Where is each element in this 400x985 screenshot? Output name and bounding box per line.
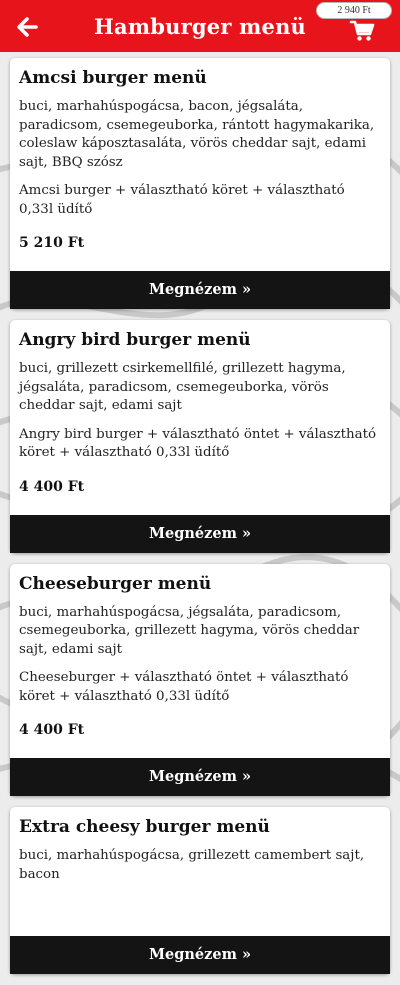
- menu-card: [10, 564, 390, 797]
- view-button[interactable]: Megnézem »: [10, 515, 390, 553]
- menu-item-price: 5 210 Ft: [19, 235, 85, 251]
- page-title: Hamburger menü: [93, 13, 307, 39]
- menu-item-description: Amcsi burger + választható köret + választható 0,33l üdítő: [19, 183, 345, 217]
- menu-list: [0, 52, 400, 985]
- menu-card: [10, 58, 390, 309]
- menu-item-title: Extra cheesy burger menü: [19, 817, 270, 837]
- view-button[interactable]: Megnézem »: [10, 758, 390, 796]
- cart-button[interactable]: [306, 2, 392, 48]
- back-button[interactable]: [14, 14, 40, 40]
- menu-item-description: Cheeseburger + választható öntet + választható köret + választható 0,33l üdítő: [19, 670, 349, 704]
- menu-card: [10, 807, 390, 974]
- menu-item-price: 4 400 Ft: [19, 478, 85, 495]
- menu-item-title: Cheeseburger menü: [19, 573, 212, 594]
- arrow-left-icon: [16, 16, 38, 38]
- menu-item-ingredients: buci, grillezett csirkemellfilé, grillezett hagyma, jégsaláta, paradicsom, csemegeuborka, vörös cheddar sajt, edami sajt: [19, 361, 346, 413]
- menu-item-title: Angry bird burger menü: [19, 330, 251, 350]
- cart-total-badge: 2 940 Ft: [316, 2, 392, 19]
- menu-item-ingredients: buci, marhahúspogácsa, jégsaláta, paradicsom, csemegeuborka, grillezett hagyma, vörös cheddar sajt, edami sajt: [19, 604, 360, 657]
- view-button[interactable]: Megnézem »: [10, 936, 390, 974]
- shopping-cart-icon: [350, 20, 374, 42]
- menu-item-title: Amcsi burger menü: [19, 68, 207, 88]
- menu-card: [10, 320, 390, 553]
- menu-item-ingredients: buci, marhahúspogácsa, bacon, jégsaláta, paradicsom, csemegeuborka, rántott hagymakarika, coleslaw káposztasaláta, vörös cheddar sajt, edami sajt, BBQ szósz: [19, 99, 375, 170]
- app-header: [0, 0, 400, 52]
- menu-item-ingredients: buci, marhahúspogácsa, grillezett camembert sajt, bacon: [19, 848, 365, 882]
- menu-item-description: Angry bird burger + választható öntet + választható köret + választható 0,33l üdítő: [19, 426, 377, 460]
- menu-item-price: [19, 898, 380, 918]
- view-button[interactable]: Megnézem »: [10, 271, 390, 309]
- menu-item-price: 4 400 Ft: [19, 722, 85, 738]
